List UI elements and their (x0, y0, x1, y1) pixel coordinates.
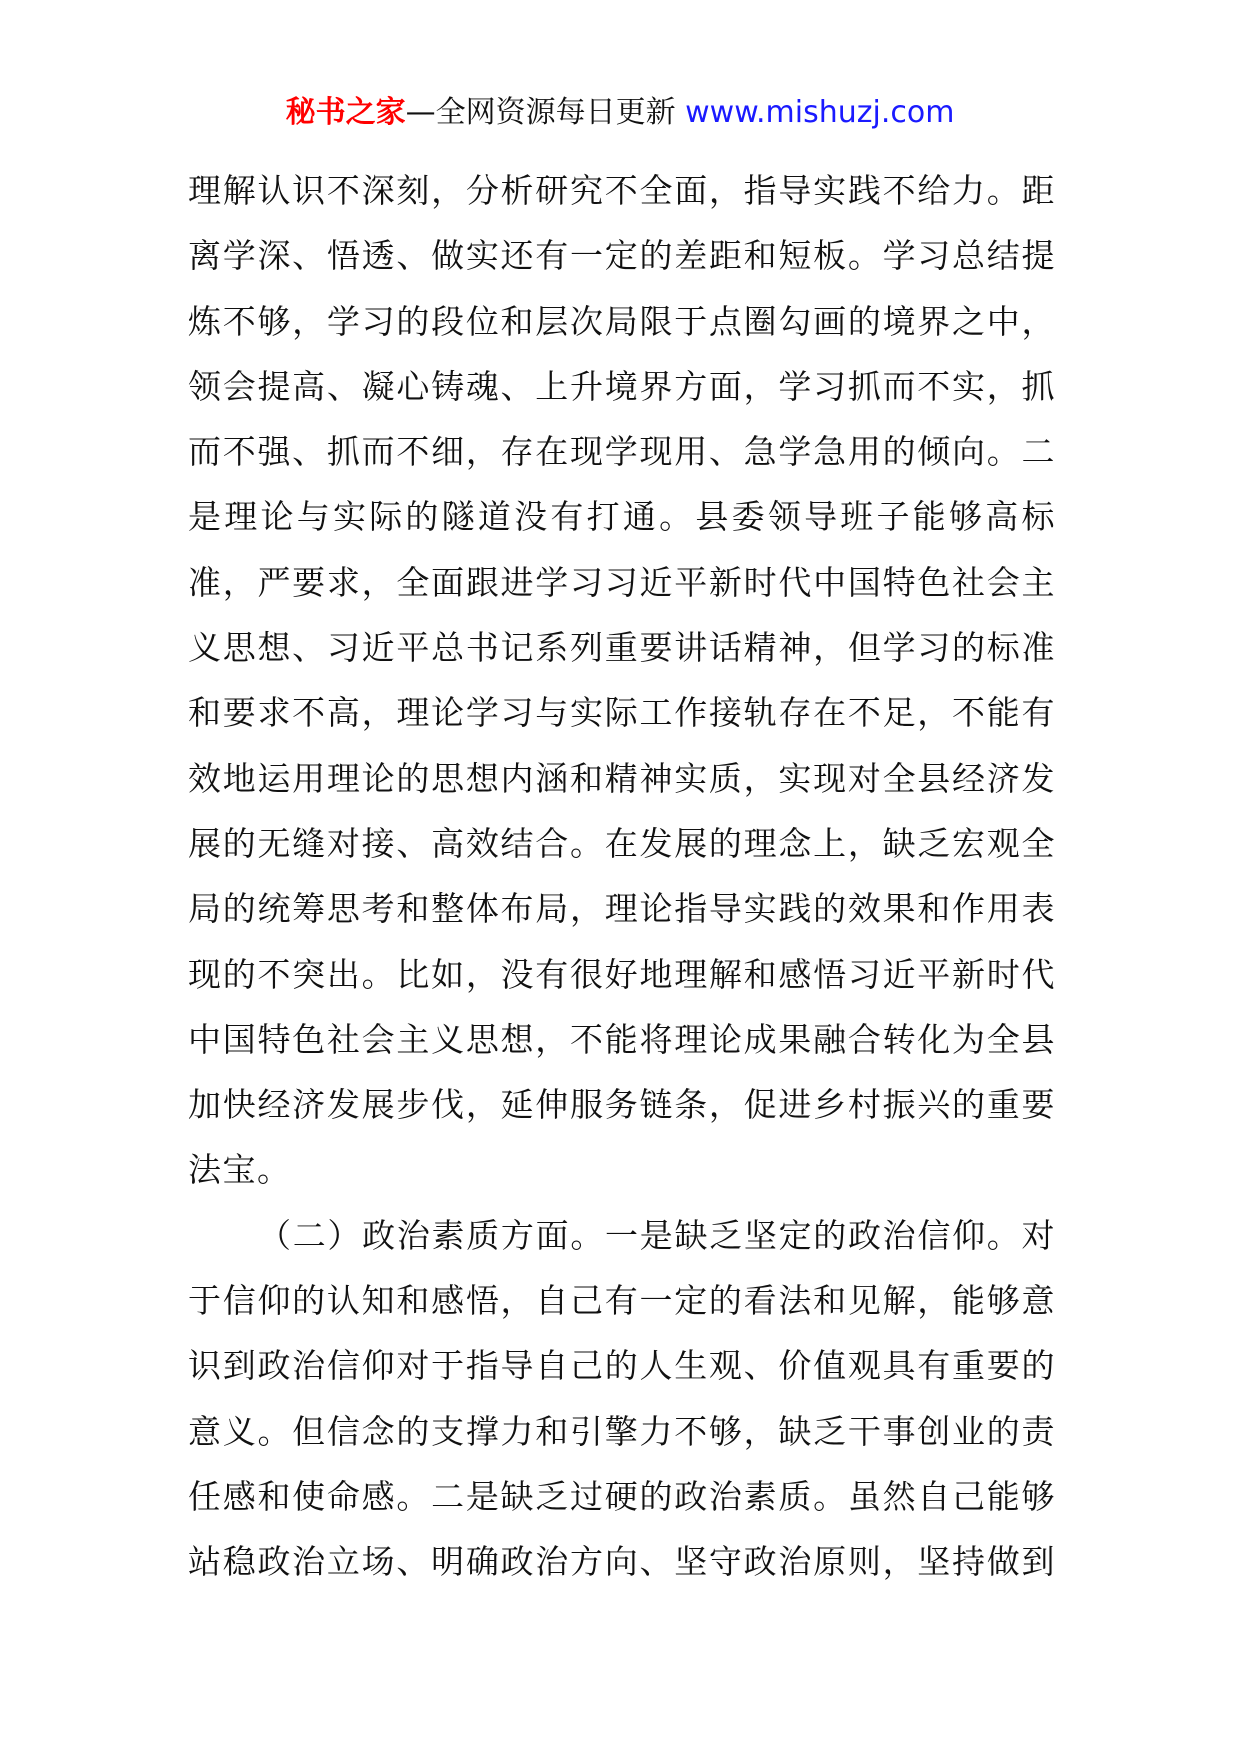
text-line: 炼不够，学习的段位和层次局限于点圈勾画的境界之中， (188, 301, 1056, 341)
document-body (188, 158, 1056, 1595)
text-line: 任感和使命感。二是缺乏过硬的政治素质。虽然自己能够 (188, 1476, 1056, 1516)
text-line: 于信仰的认知和感悟，自己有一定的看法和见解，能够意 (188, 1281, 1056, 1321)
text-line: 离学深、悟透、做实还有一定的差距和短板。学习总结提 (188, 236, 1056, 276)
text-line: 义思想、习近平总书记系列重要讲话精神，但学习的标准 (188, 628, 1056, 668)
text-line: 意义。但信念的支撑力和引擎力不够，缺乏干事创业的责 (188, 1411, 1056, 1451)
text-line: 展的无缝对接、高效结合。在发展的理念上，缺乏宏观全 (188, 823, 1056, 863)
brand-name: 秘书之家 (285, 95, 406, 130)
text-line: 而不强、抓而不细，存在现学现用、急学急用的倾向。二 (188, 432, 1056, 472)
text-line: 是理论与实际的隧道没有打通。县委领导班子能够高标 (188, 497, 1056, 537)
page-header (0, 93, 1240, 133)
text-line: 站稳政治立场、明确政治方向、坚守政治原则，坚持做到 (188, 1542, 1056, 1582)
text-line: 加快经济发展步伐，延伸服务链条，促进乡村振兴的重要 (188, 1085, 1056, 1125)
header-tagline: —全网资源每日更新 (405, 95, 676, 130)
text-line: 法宝。 (188, 1150, 292, 1190)
text-line: 中国特色社会主义思想，不能将理论成果融合转化为全县 (188, 1019, 1056, 1059)
site-url-link[interactable]: www.mishuzj.com (685, 95, 955, 130)
text-line: 效地运用理论的思想内涵和精神实质，实现对全县经济发 (188, 758, 1056, 798)
text-line: 现的不突出。比如，没有很好地理解和感悟习近平新时代 (188, 954, 1056, 994)
text-line: 领会提高、凝心铸魂、上升境界方面，学习抓而不实，抓 (188, 366, 1056, 406)
text-line: 局的统筹思考和整体布局，理论指导实践的效果和作用表 (188, 889, 1056, 929)
text-line: 理解认识不深刻，分析研究不全面，指导实践不给力。距 (188, 171, 1056, 210)
section-heading-line: （二）政治素质方面。一是缺乏坚定的政治信仰。对 (258, 1215, 1056, 1255)
text-line: 准，严要求，全面跟进学习习近平新时代中国特色社会主 (188, 562, 1056, 602)
text-line: 识到政治信仰对于指导自己的人生观、价值观具有重要的 (188, 1346, 1056, 1386)
text-line: 和要求不高，理论学习与实际工作接轨存在不足，不能有 (188, 693, 1056, 733)
